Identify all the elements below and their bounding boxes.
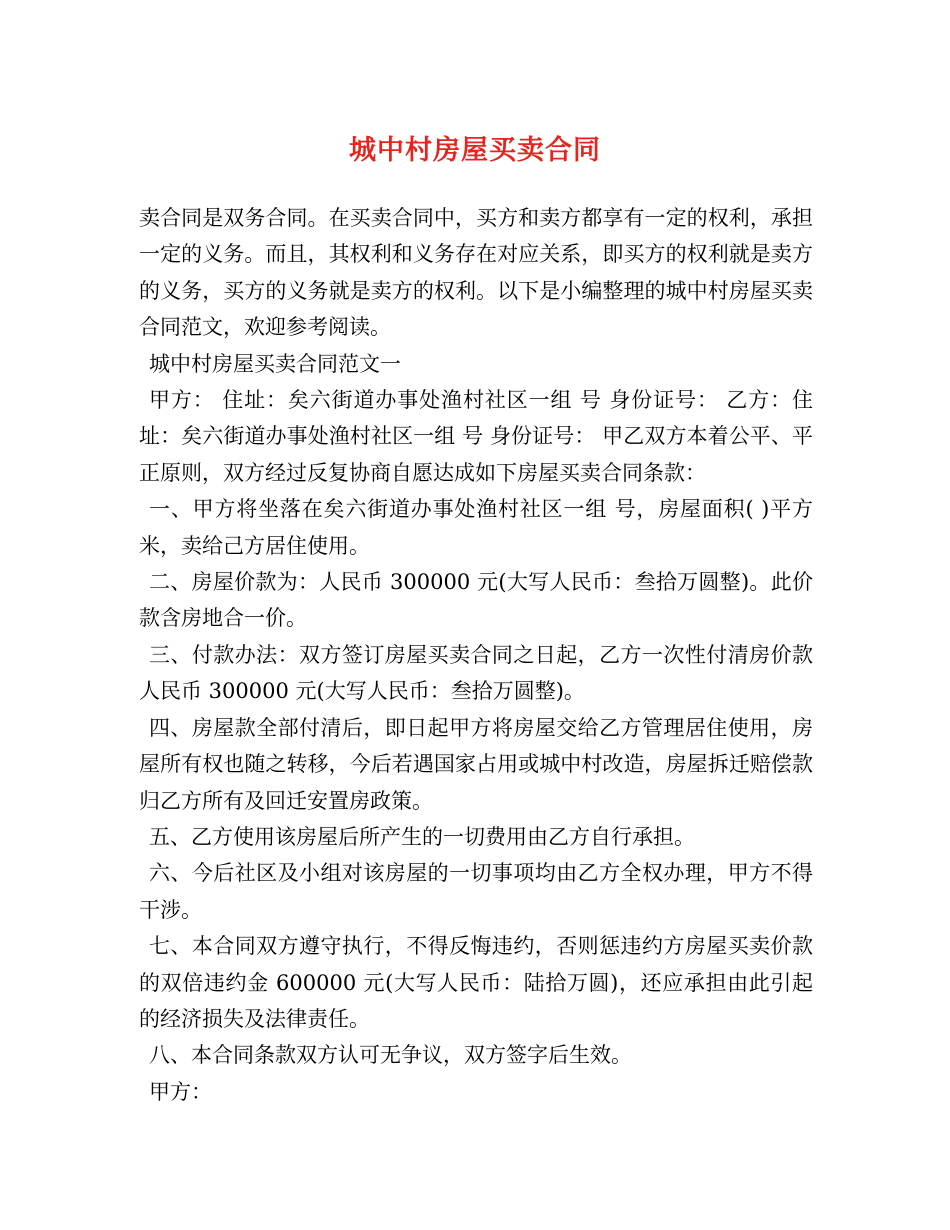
paragraph-clause-8: 八、本合同条款双方认可无争议，双方签字后生效。 xyxy=(149,1043,632,1068)
paragraph-clause-5: 五、乙方使用该房屋后所产生的一切费用由乙方自行承担。 xyxy=(149,824,695,849)
paragraph-clause-4: 四、房屋款全部付清后，即日起甲方将房屋交给乙方管理居住使用，房屋所有权也随之转移，今后若遇国家占用或城中村改造，房屋拆迁赔偿款归乙方所有及回迁安置房政策。 xyxy=(139,715,813,813)
document-title: 城中村房屋买卖合同 xyxy=(349,135,601,166)
paragraph-clause-3: 三、付款办法：双方签订房屋买卖合同之日起，乙方一次性付清房价款人民币 300000 元(大写人民币：叁拾万圆整)。 xyxy=(139,642,813,704)
paragraph-clause-2: 二、房屋价款为：人民币 300000 元(大写人民币：叁拾万圆整)。此价款含房地合一价。 xyxy=(139,570,813,631)
paragraph-clause-1: 一、甲方将坐落在矣六街道办事处渔村社区一组 号，房屋面积( )平方米，卖给己方居住使用。 xyxy=(139,497,813,558)
paragraph-parties: 甲方： 住址：矣六街道办事处渔村社区一组 号 身份证号： 乙方：住址：矣六街道办事处渔村社区一组 号 身份证号： 甲乙双方本着公平、平正原则，双方经过反复协商自愿达成如下房屋买卖合同条款： xyxy=(139,388,813,485)
paragraph-clause-7: 七、本合同双方遵守执行，不得反悔违约，否则惩违约方房屋买卖价款的双倍违约金 600000 元(大写人民币：陆拾万圆)，还应承担由此引起的经济损失及法律责任。 xyxy=(139,934,813,1031)
paragraph-sample-heading: 城中村房屋买卖合同范文一 xyxy=(149,351,401,376)
document-body xyxy=(139,200,813,1110)
paragraph-clause-6: 六、今后社区及小组对该房屋的一切事项均由乙方全权办理，甲方不得干涉。 xyxy=(139,861,813,922)
paragraph-intro: 卖合同是双务合同。在买卖合同中，买方和卖方都享有一定的权利，承担一定的义务。而且，其权利和义务存在对应关系，即买方的权利就是卖方的义务，买方的义务就是卖方的权利。以下是小编整理的城中村房屋买卖合同范文，欢迎参考阅读。 xyxy=(139,206,813,340)
paragraph-signature-party-a: 甲方： xyxy=(149,1079,212,1104)
